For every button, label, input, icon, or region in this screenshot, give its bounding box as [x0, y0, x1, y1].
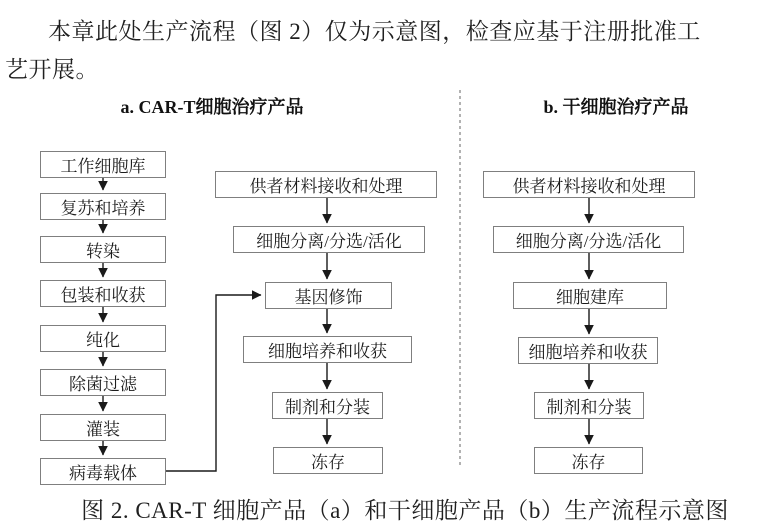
flow-step-formulation-filling-b: 制剂和分装: [534, 392, 644, 419]
intro-text-line2: 艺开展。: [5, 57, 99, 82]
flow-step-cryopreservation-a: 冻存: [273, 447, 383, 474]
section-b-title: b. 干细胞治疗产品: [543, 97, 689, 117]
viral-vector-to-gene-modification-connector: [166, 295, 261, 471]
flow-step-cell-separation-b: 细胞分离/分选/活化: [493, 226, 684, 253]
flow-step-gene-modification: 基因修饰: [265, 282, 392, 309]
flow-step-cryopreservation-b: 冻存: [534, 447, 643, 474]
flow-step-formulation-filling-a: 制剂和分装: [272, 392, 383, 419]
intro-text-line1: 本章此处生产流程（图 2）仅为示意图，检查应基于注册批准工: [48, 19, 701, 44]
figure-caption: 图 2. CAR-T 细胞产品（a）和干细胞产品（b）生产流程示意图: [81, 498, 729, 523]
flow-step-viral-vector: 病毒载体: [40, 458, 166, 485]
flow-step-filling: 灌装: [40, 414, 166, 441]
flow-step-donor-material-receipt-b: 供者材料接收和处理: [483, 171, 695, 198]
flow-step-cell-culture-harvest-b: 细胞培养和收获: [518, 337, 658, 364]
flow-step-cell-separation-a: 细胞分离/分选/活化: [233, 226, 425, 253]
flow-step-cell-banking-b: 细胞建库: [513, 282, 667, 309]
flow-step-packaging-and-harvest: 包装和收获: [40, 280, 166, 307]
flow-step-sterile-filtration: 除菌过滤: [40, 369, 166, 396]
flow-step-transfection: 转染: [40, 236, 166, 263]
flow-step-working-cell-bank: 工作细胞库: [40, 151, 166, 178]
flow-step-cell-culture-harvest-a: 细胞培养和收获: [243, 336, 412, 363]
section-a-title: a. CAR-T细胞治疗产品: [120, 97, 304, 117]
flow-step-purification: 纯化: [40, 325, 166, 352]
flow-step-donor-material-receipt-a: 供者材料接收和处理: [215, 171, 437, 198]
flow-step-thaw-and-culture: 复苏和培养: [40, 193, 166, 220]
